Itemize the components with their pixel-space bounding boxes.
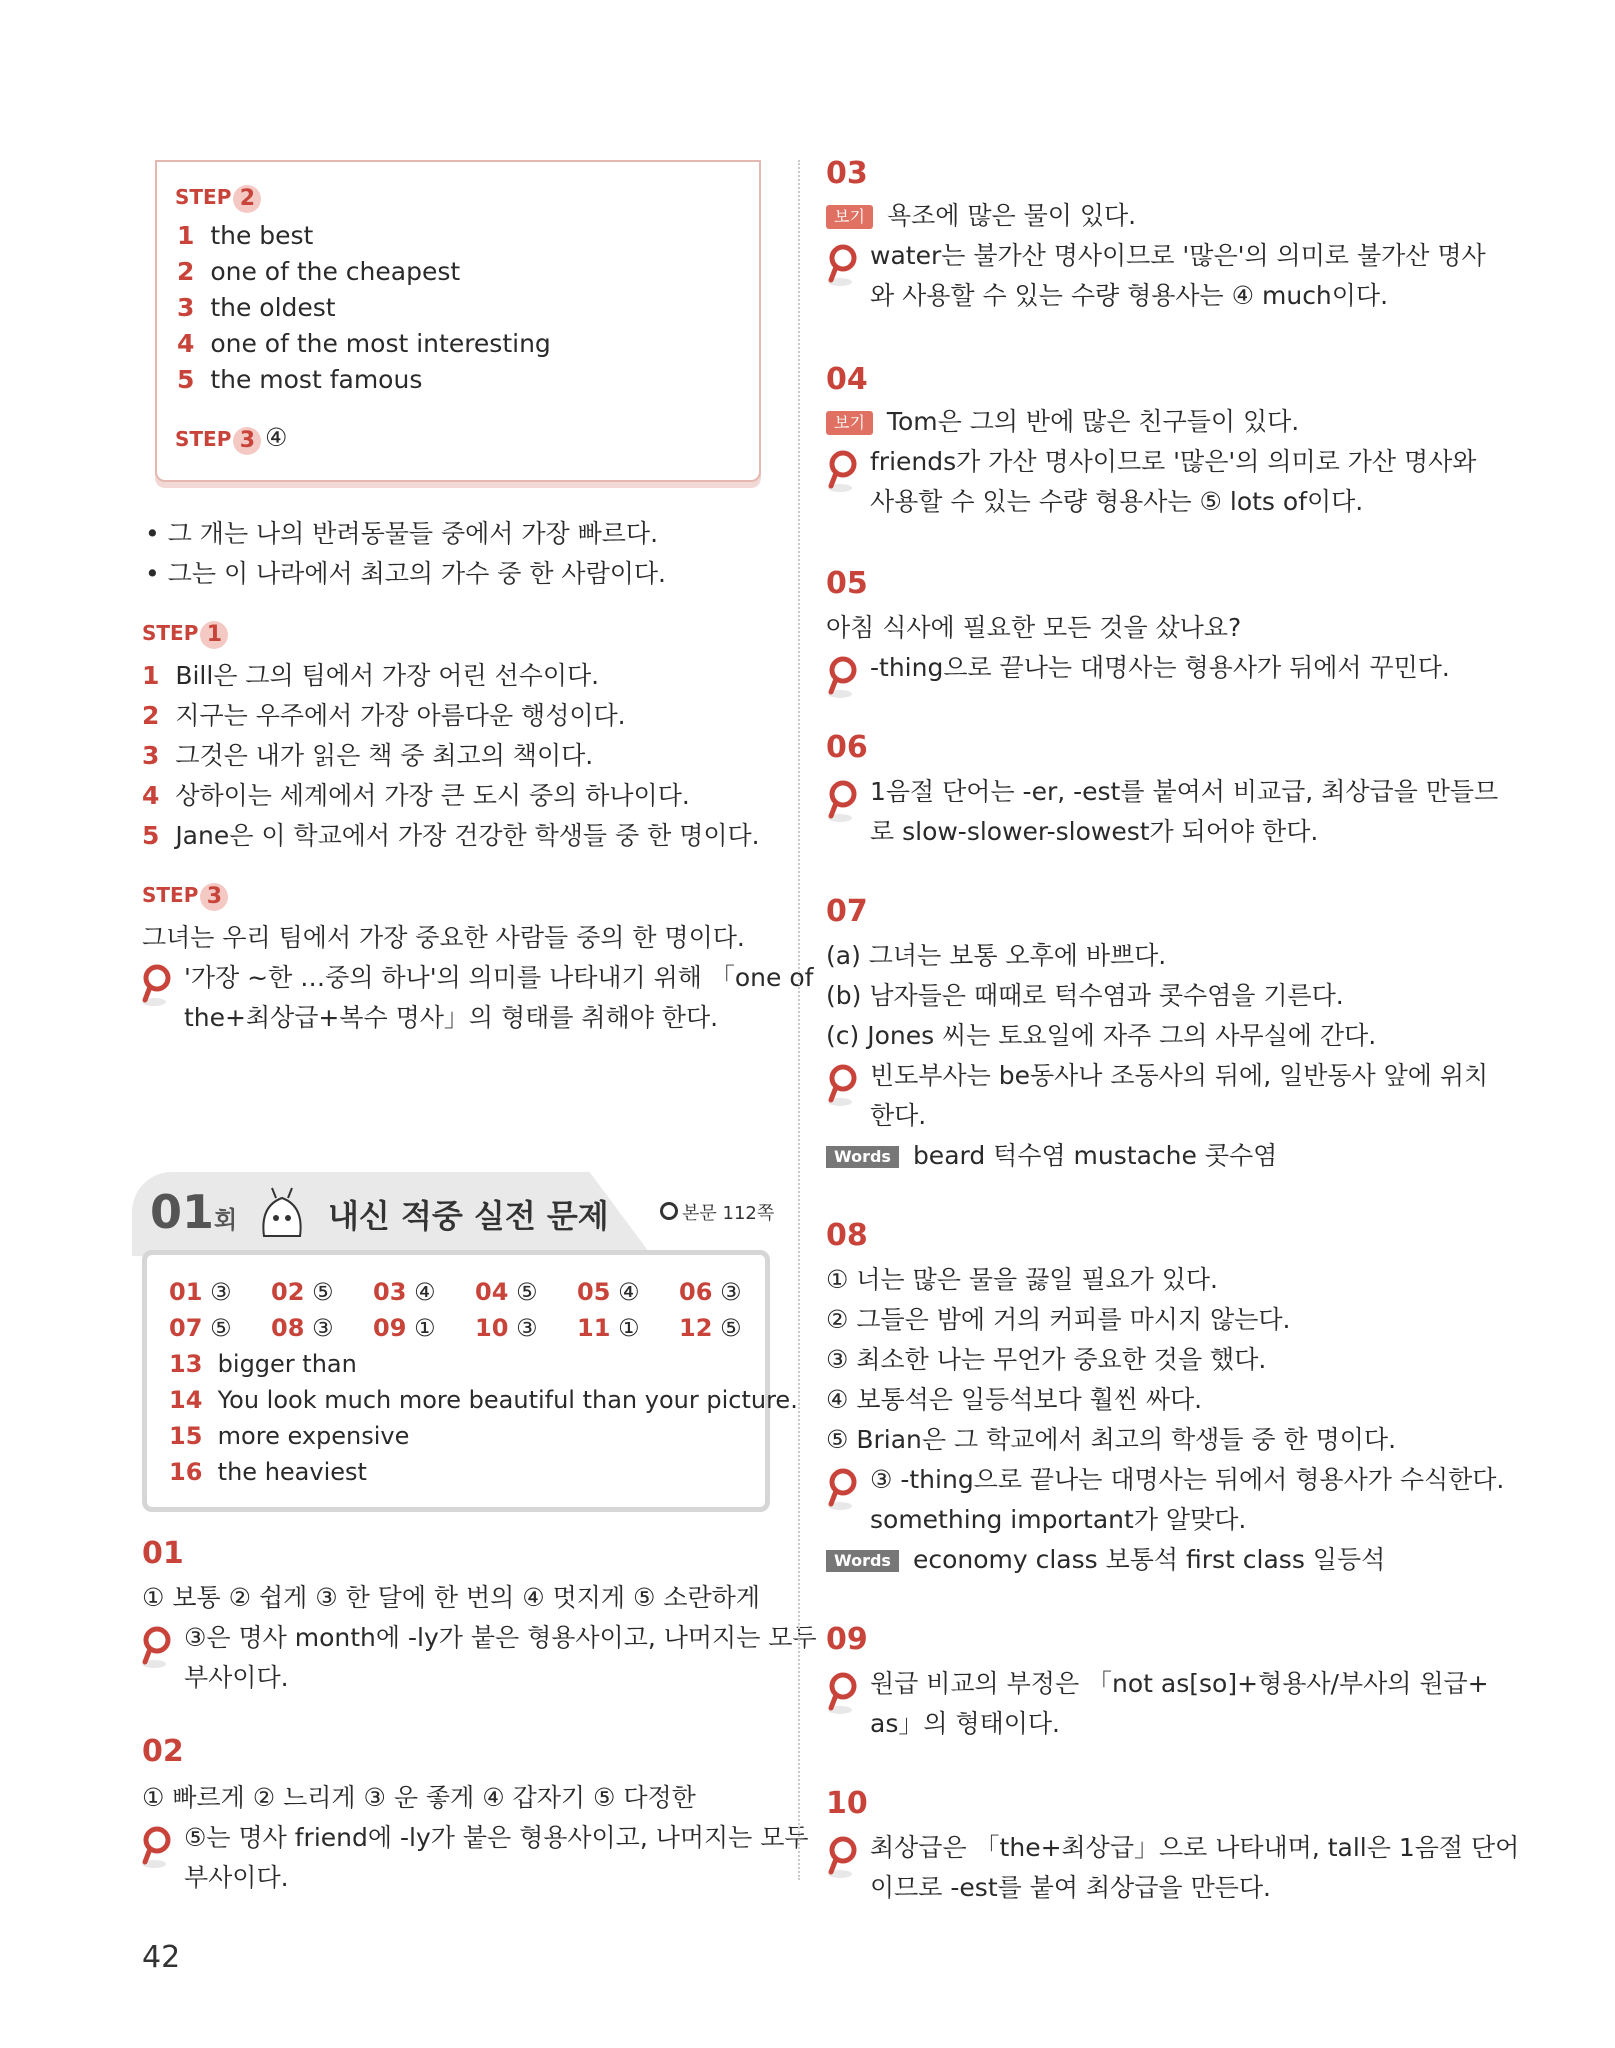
magnifier-icon xyxy=(826,1836,860,1880)
step2-item-1: 1 the best xyxy=(177,221,314,250)
bullet-2: • 그는 이 나라에서 최고의 가수 중 한 사람이다. xyxy=(145,559,666,588)
answer-11: 11 ① xyxy=(577,1314,640,1342)
question-05-number: 05 xyxy=(826,566,868,601)
step2-item-4: 4 one of the most interesting xyxy=(177,329,551,358)
question-08-words: Words economy class 보통석 first class 일등석 xyxy=(826,1542,1385,1578)
question-04-tip-1: friends가 가산 명사이므로 '많은'의 의미로 가산 명사와 xyxy=(870,447,1477,476)
magnifier-icon xyxy=(826,1064,860,1108)
answer-04: 04 ⑤ xyxy=(475,1278,538,1306)
question-01-number: 01 xyxy=(142,1536,184,1571)
answer-key-box xyxy=(142,1250,798,1512)
question-07-words: Words beard 턱수염 mustache 콧수염 xyxy=(826,1138,1277,1174)
question-07-tip-2: 한다. xyxy=(870,1101,927,1130)
step2-box xyxy=(155,160,761,482)
question-01-tip-2: 부사이다. xyxy=(184,1663,289,1692)
question-10-tip-2: 이므로 -est를 붙여 최상급을 만든다. xyxy=(870,1873,1271,1902)
step2-label: STEP 2 xyxy=(175,182,261,213)
ghost-mascot-icon xyxy=(252,1186,312,1242)
step3-label: STEP 3 xyxy=(142,880,228,911)
question-03-bogi: 보기 욕조에 많은 물이 있다. xyxy=(826,198,1136,234)
question-08-option-1: ① 너는 많은 물을 끓일 필요가 있다. xyxy=(826,1265,1218,1294)
bogi-badge: 보기 xyxy=(826,411,873,435)
step3-tip-1: '가장 ~한 …중의 하나'의 의미를 나타내기 위해 「one of xyxy=(184,963,814,992)
step3-sentence: 그녀는 우리 팀에서 가장 중요한 사람들 중의 한 명이다. xyxy=(142,923,745,952)
question-02-tip-1: ⑤는 명사 friend에 -ly가 붙은 형용사이고, 나머지는 모두 xyxy=(184,1823,809,1852)
question-09-tip-2: as」의 형태이다. xyxy=(870,1709,1060,1738)
magnifier-icon xyxy=(826,244,860,288)
question-01-options: ① 보통 ② 쉽게 ③ 한 달에 한 번의 ④ 멋지게 ⑤ 소란하게 xyxy=(142,1583,760,1612)
question-09-tip-1: 원급 비교의 부정은 「not as[so]+형용사/부사의 원급+ xyxy=(870,1669,1489,1698)
bullet-1: • 그 개는 나의 반려동물들 중에서 가장 빠르다. xyxy=(145,519,659,548)
question-04-number: 04 xyxy=(826,362,868,397)
question-09-number: 09 xyxy=(826,1622,868,1657)
answer-14: 14 You look much more beautiful than your picture. xyxy=(169,1386,798,1414)
question-08-option-2: ② 그들은 밤에 거의 커피를 마시지 않는다. xyxy=(826,1305,1291,1334)
column-divider xyxy=(798,160,800,1880)
step1-item-1: 1 Bill은 그의 팀에서 가장 어린 선수이다. xyxy=(142,661,600,690)
answer-13: 13 bigger than xyxy=(169,1350,357,1378)
answer-15: 15 more expensive xyxy=(169,1422,410,1450)
answer-06: 06 ③ xyxy=(679,1278,742,1306)
question-08-option-5: ⑤ Brian은 그 학교에서 최고의 학생들 중 한 명이다. xyxy=(826,1425,1397,1454)
question-08-tip-1: ③ -thing으로 끝나는 대명사는 뒤에서 형용사가 수식한다. xyxy=(870,1465,1505,1494)
question-02-number: 02 xyxy=(142,1734,184,1769)
magnifier-icon xyxy=(140,964,174,1008)
section-title: 내신 적중 실전 문제 xyxy=(328,1197,609,1235)
answer-12: 12 ⑤ xyxy=(679,1314,742,1342)
answer-05: 05 ④ xyxy=(577,1278,640,1306)
step3-tip-2: the+최상급+복수 명사」의 형태를 취해야 한다. xyxy=(184,1003,719,1032)
question-04-tip-2: 사용할 수 있는 수량 형용사는 ⑤ lots of이다. xyxy=(870,487,1364,516)
question-02-tip-2: 부사이다. xyxy=(184,1863,289,1892)
step1-item-3: 3 그것은 내가 읽은 책 중 최고의 책이다. xyxy=(142,741,594,770)
question-07-tip-1: 빈도부사는 be동사나 조동사의 뒤에, 일반동사 앞에 위치 xyxy=(870,1061,1489,1090)
question-06-number: 06 xyxy=(826,730,868,765)
section-header xyxy=(132,1172,775,1262)
magnifier-icon xyxy=(140,1826,174,1870)
question-07-line-b: (b) 남자들은 때때로 턱수염과 콧수염을 기른다. xyxy=(826,981,1344,1010)
question-03-number: 03 xyxy=(826,156,868,191)
question-05-sentence: 아침 식사에 필요한 모든 것을 샀나요? xyxy=(826,613,1242,642)
step2-item-2: 2 one of the cheapest xyxy=(177,257,461,286)
question-08-option-4: ④ 보통석은 일등석보다 훨씬 싸다. xyxy=(826,1385,1203,1414)
answer-07: 07 ⑤ xyxy=(169,1314,232,1342)
magnifier-icon xyxy=(826,780,860,824)
section-round: 01회 xyxy=(150,1185,238,1239)
magnifier-icon xyxy=(826,1672,860,1716)
answer-08: 08 ③ xyxy=(271,1314,334,1342)
step1-item-4: 4 상하이는 세계에서 가장 큰 도시 중의 하나이다. xyxy=(142,781,690,810)
answer-09: 09 ① xyxy=(373,1314,436,1342)
step1-label: STEP 1 xyxy=(142,618,228,649)
magnifier-icon xyxy=(140,1626,174,1670)
bogi-badge: 보기 xyxy=(826,205,873,229)
step1-item-5: 5 Jane은 이 학교에서 가장 건강한 학생들 중 한 명이다. xyxy=(142,821,760,850)
step2-item-5: 5 the most famous xyxy=(177,365,423,394)
step3-label-box: STEP 3 xyxy=(175,424,261,455)
question-08-number: 08 xyxy=(826,1218,868,1253)
question-01-tip-1: ③은 명사 month에 -ly가 붙은 형용사이고, 나머지는 모두 xyxy=(184,1623,817,1652)
answer-16: 16 the heaviest xyxy=(169,1458,367,1486)
question-03-tip-2: 와 사용할 수 있는 수량 형용사는 ④ much이다. xyxy=(870,281,1389,310)
answer-03: 03 ④ xyxy=(373,1278,436,1306)
question-05-tip-1: -thing으로 끝나는 대명사는 형용사가 뒤에서 꾸민다. xyxy=(870,653,1450,682)
section-ref: 본문 112쪽 xyxy=(660,1202,774,1226)
step3-answer: ④ xyxy=(265,423,288,452)
step1-item-2: 2 지구는 우주에서 가장 아름다운 행성이다. xyxy=(142,701,626,730)
answer-02: 02 ⑤ xyxy=(271,1278,334,1306)
question-08-option-3: ③ 최소한 나는 무언가 중요한 것을 했다. xyxy=(826,1345,1267,1374)
ref-circle-icon xyxy=(660,1202,678,1220)
question-03-tip-1: water는 불가산 명사이므로 '많은'의 의미로 불가산 명사 xyxy=(870,241,1486,270)
question-10-number: 10 xyxy=(826,1786,868,1821)
answer-01: 01 ③ xyxy=(169,1278,232,1306)
words-badge: Words xyxy=(826,1550,899,1572)
words-badge: Words xyxy=(826,1146,899,1168)
question-07-number: 07 xyxy=(826,894,868,929)
magnifier-icon xyxy=(826,450,860,494)
question-06-tip-1: 1음절 단어는 -er, -est를 붙여서 비교급, 최상급을 만들므 xyxy=(870,777,1499,806)
question-02-options: ① 빠르게 ② 느리게 ③ 운 좋게 ④ 갑자기 ⑤ 다정한 xyxy=(142,1783,696,1812)
magnifier-icon xyxy=(826,1468,860,1512)
question-07-line-c: (c) Jones 씨는 토요일에 자주 그의 사무실에 간다. xyxy=(826,1021,1377,1050)
question-04-bogi: 보기 Tom은 그의 반에 많은 친구들이 있다. xyxy=(826,404,1299,440)
question-06-tip-2: 로 slow-slower-slowest가 되어야 한다. xyxy=(870,817,1319,846)
answer-10: 10 ③ xyxy=(475,1314,538,1342)
question-10-tip-1: 최상급은 「the+최상급」으로 나타내며, tall은 1음절 단어 xyxy=(870,1833,1520,1862)
step2-item-3: 3 the oldest xyxy=(177,293,336,322)
page-number: 42 xyxy=(142,1940,181,1975)
magnifier-icon xyxy=(826,656,860,700)
question-08-tip-2: something important가 알맞다. xyxy=(870,1505,1247,1534)
question-07-line-a: (a) 그녀는 보통 오후에 바쁘다. xyxy=(826,941,1167,970)
